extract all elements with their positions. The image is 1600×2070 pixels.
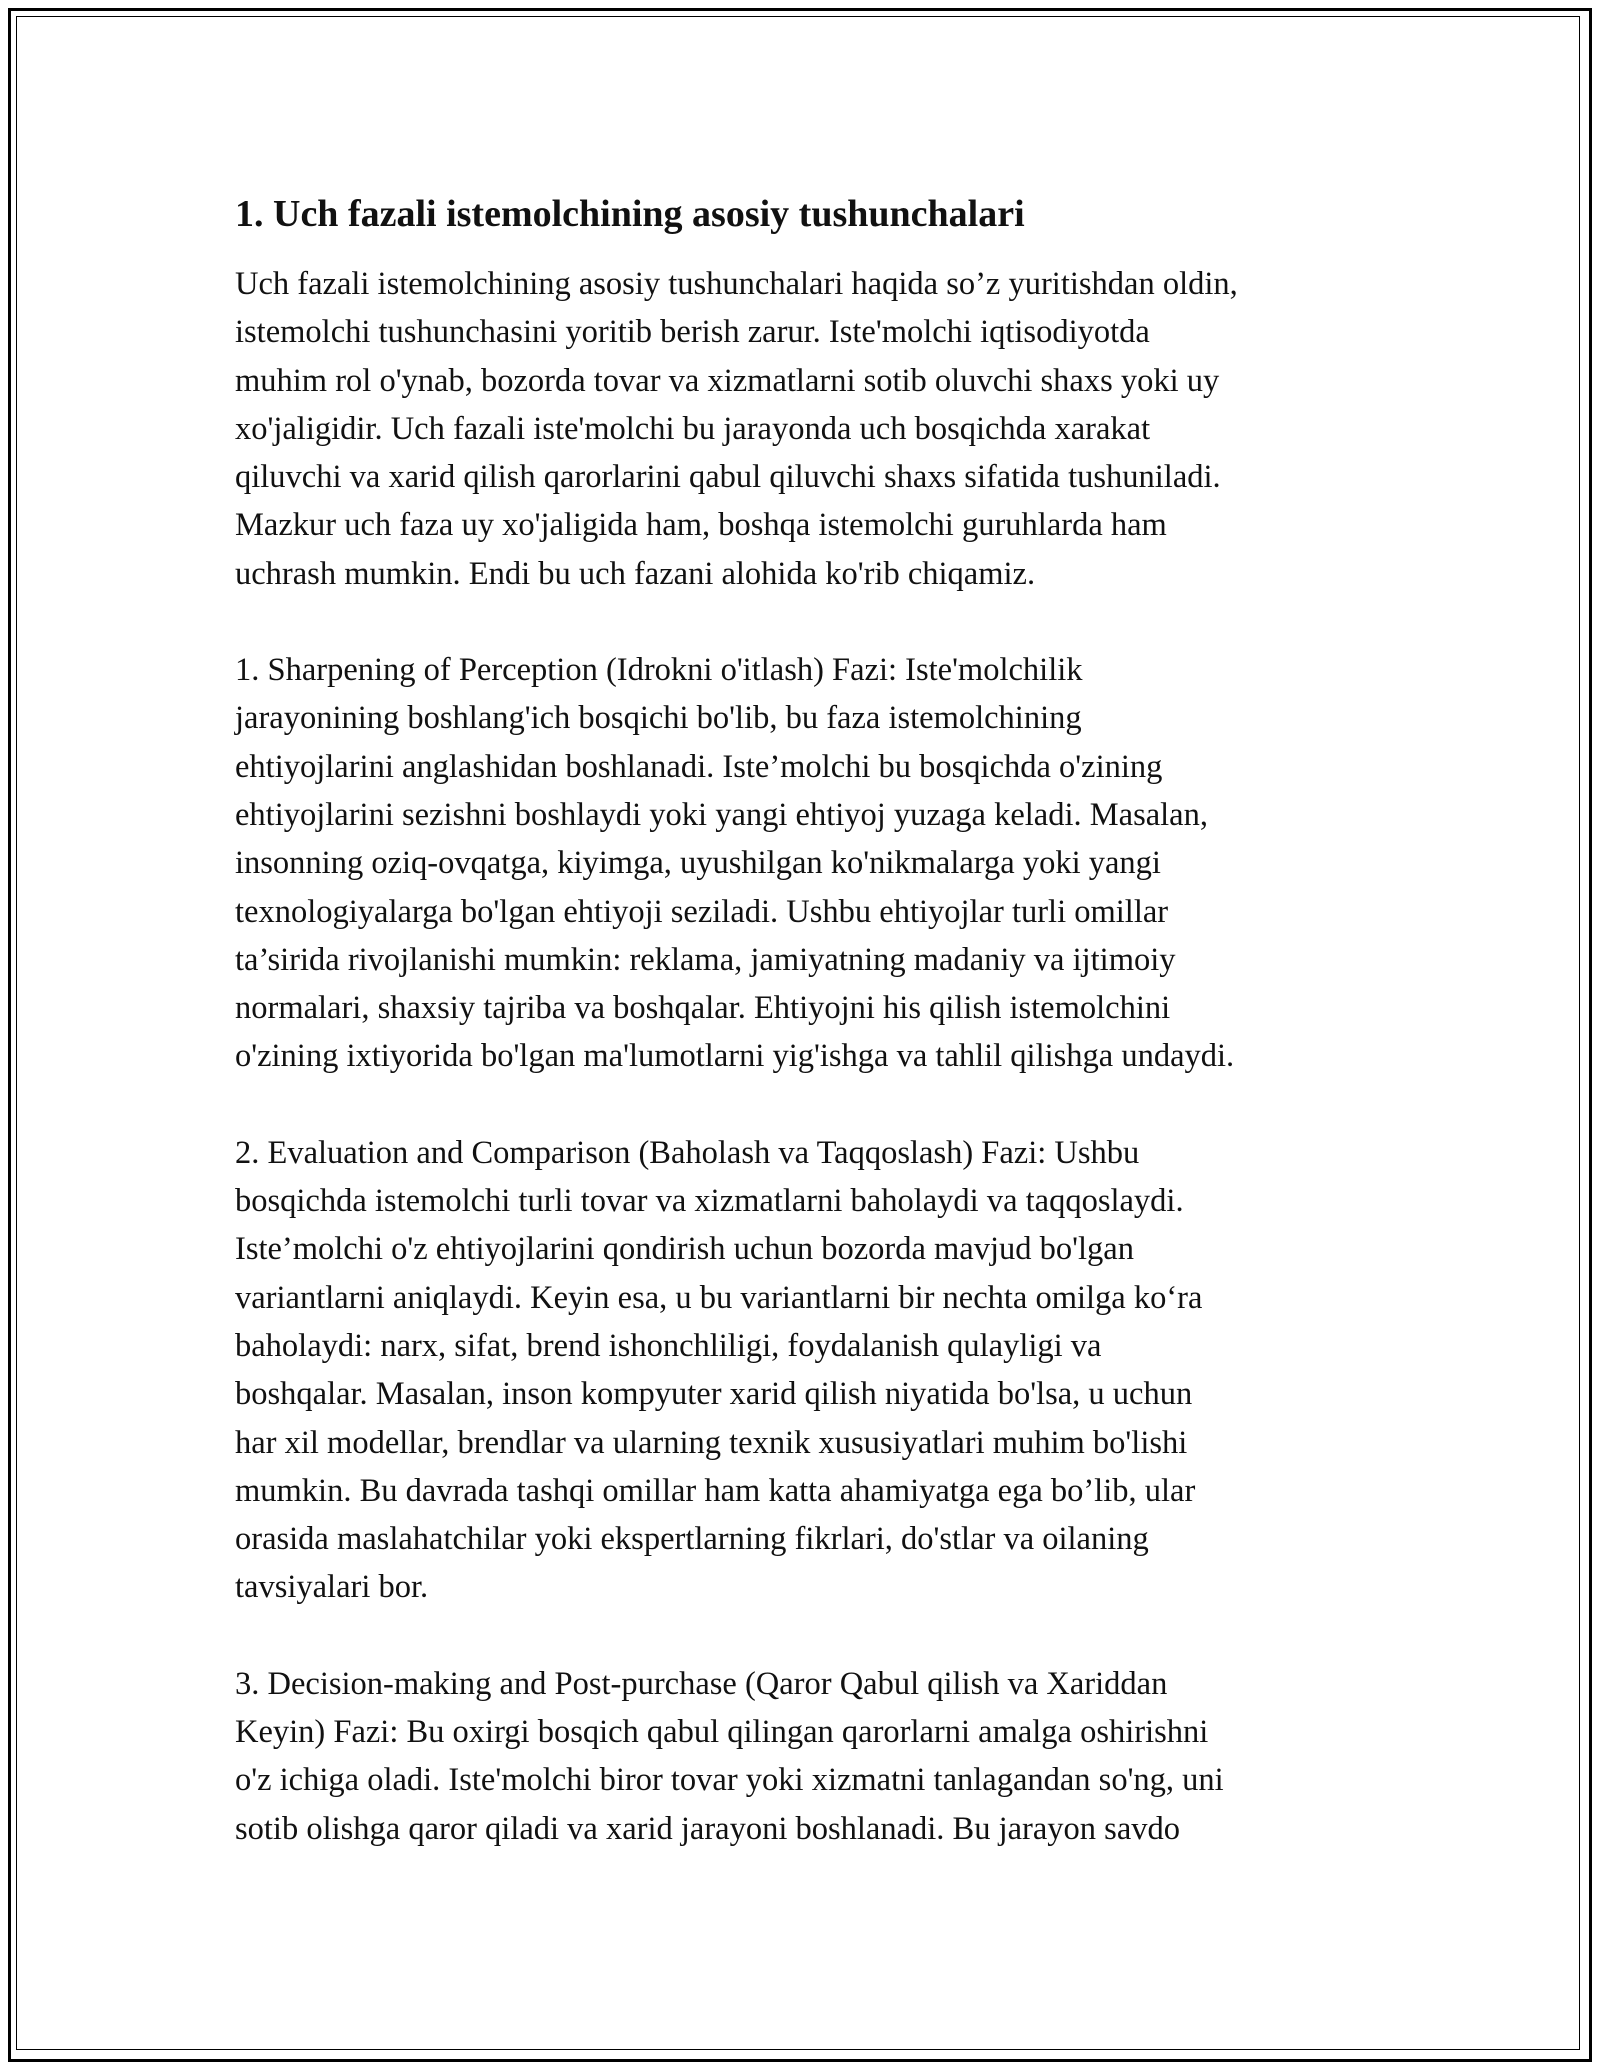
section-heading: 1. Uch fazali istemolchining asosiy tushunchalari	[235, 193, 1025, 235]
phase-1-paragraph: 1. Sharpening of Perception (Idrokni o'itlash) Fazi: Iste'molchilik jarayonining boshlang'ich bosqichi bo'lib, bu faza istemolchining ehtiyojlarini anglashidan boshlanadi. Iste’molchi bu bosqichda o'zining ehtiyojlarini sezishni boshlaydi yoki yangi ehtiyoj yuzaga keladi. Masalan, insonning oziq-ovqatga, kiyimga, uyushilgan ko'nikmalarga yoki yangi texnologiyalarga bo'lgan ehtiyoji seziladi. Ushbu ehtiyojlar turli omillar ta’sirida rivojlanishi mumkin: reklama, jamiyatning madaniy va ijtimoiy normalari, shaxsiy tajriba va boshqalar. Ehtiyojni his qilish istemolchini o'zining ixtiyorida bo'lgan ma'lumotlarni yig'ishga va tahlil qilishga undaydi.	[235, 652, 1235, 1075]
phase-3-paragraph: 3. Decision-making and Post-purchase (Qaror Qabul qilish va Xariddan Keyin) Fazi: Bu oxirgi bosqich qabul qilingan qarorlarni amalga oshirishni o'z ichiga oladi. Iste'molchi biror tovar yoki xizmatni tanlagandan so'ng, uni sotib olishga qaror qiladi va xarid jarayoni boshlanadi. Bu jarayon savdo	[235, 1665, 1224, 1847]
phase-2-paragraph: 2. Evaluation and Comparison (Baholash va Taqqoslash) Fazi: Ushbu bosqichda istemolchi turli tovar va xizmatlarni baholaydi va taqqoslaydi. Iste’molchi o'z ehtiyojlarini qondirish uchun bozorda mavjud bo'lgan variantlarni aniqlaydi. Keyin esa, u bu variantlarni bir nechta omilga ko‘ra baholaydi: narx, sifat, brend ishonchliligi, foydalanish qulayligi va boshqalar. Masalan, inson kompyuter xarid qilish niyatida bo'lsa, u uchun har xil modellar, brendlar va ularning texnik xususiyatlari muhim bo'lishi mumkin. Bu davrada tashqi omillar ham katta ahamiyatga ega bo’lib, ular orasida maslahatchilar yoki ekspertlarning fikrlari, do'stlar va oilaning tavsiyalari bor.	[235, 1134, 1203, 1606]
intro-paragraph: Uch fazali istemolchining asosiy tushunchalari haqida so’z yuritishdan oldin, istemolchi tushunchasini yoritib berish zarur. Iste'molchi iqtisodiyotda muhim rol o'ynab, bozorda tovar va xizmatlarni sotib oluvchi shaxs yoki uy xo'jaligidir. Uch fazali iste'molchi bu jarayonda uch bosqichda xarakat qiluvchi va xarid qilish qarorlarini qabul qiluvchi shaxs sifatida tushuniladi. Mazkur uch faza uy xo'jaligida ham, boshqa istemolchi guruhlarda ham uchrash mumkin. Endi bu uch fazani alohida ko'rib chiqamiz.	[235, 266, 1238, 592]
document-body	[235, 188, 1395, 1901]
